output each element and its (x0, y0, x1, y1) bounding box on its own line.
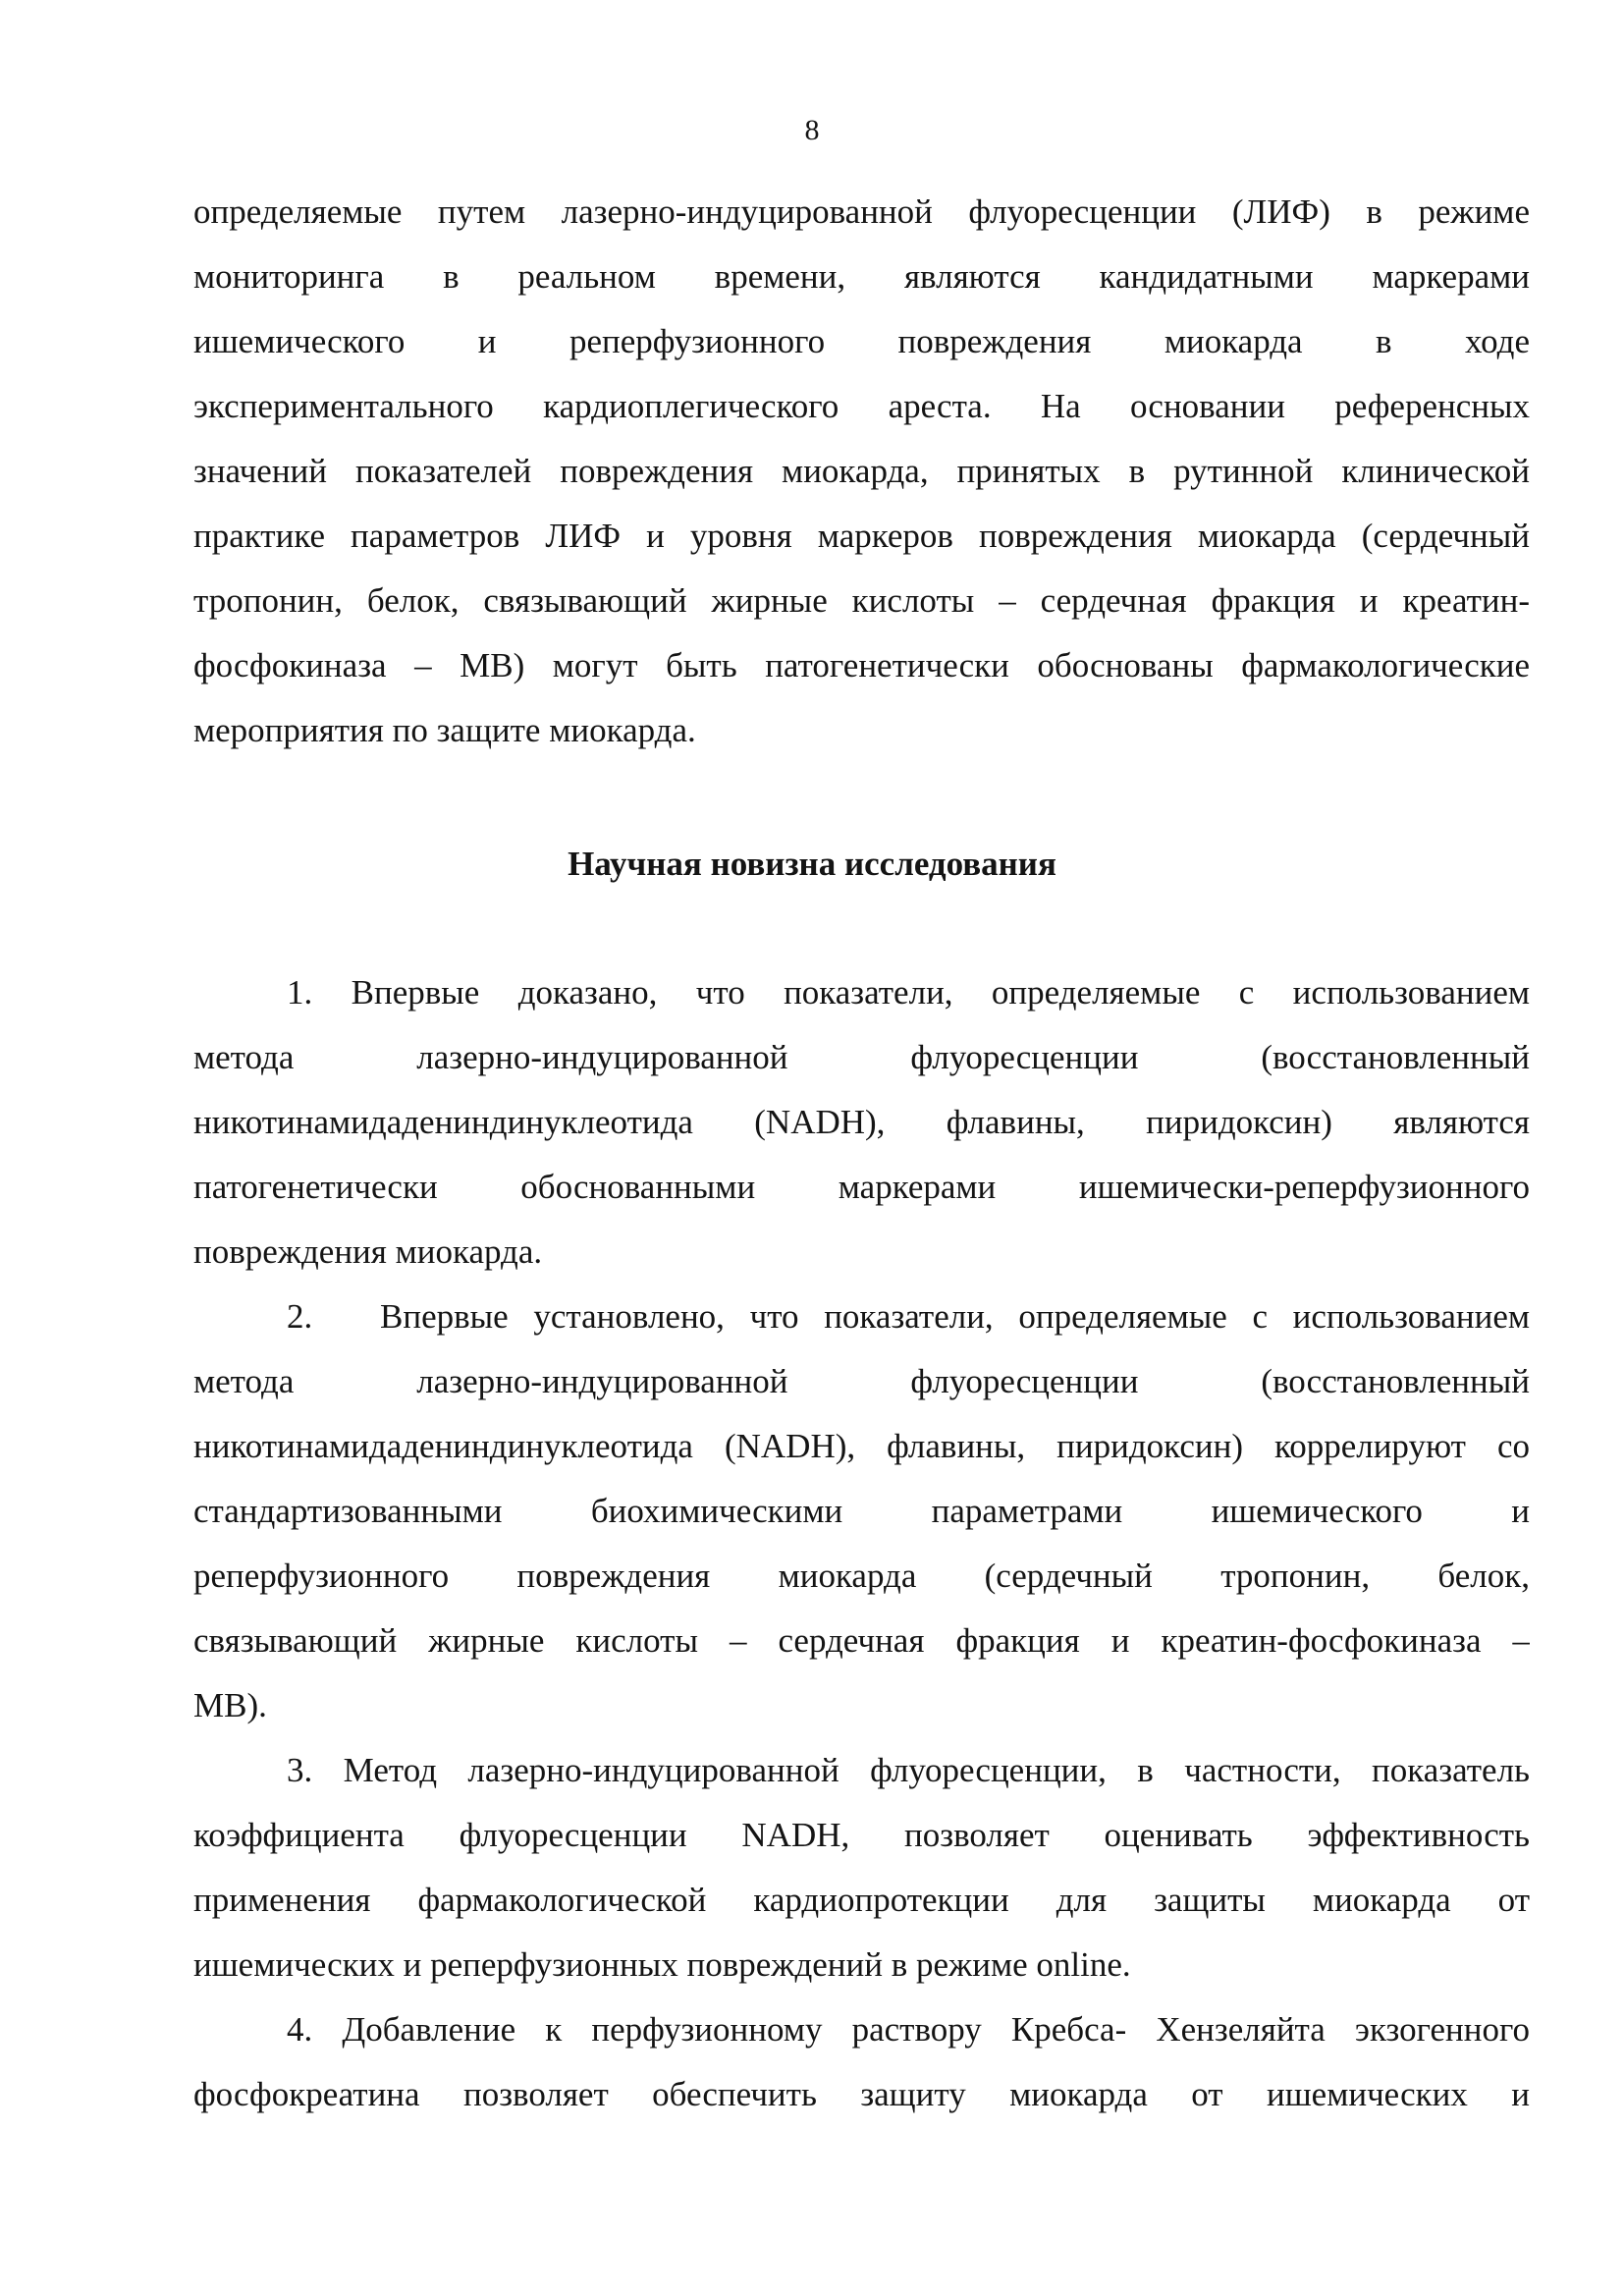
paragraph-line: метода лазерно-индуцированной флуоресценции (восстановленный (193, 1038, 1530, 1076)
item-number: 4. (287, 2010, 313, 2049)
paragraph-line: связывающий жирные кислоты – сердечная фракция и креатин-фосфокиназа – (193, 1621, 1530, 1660)
novelty-item-3 (193, 1738, 1530, 1997)
paragraph-first-line (193, 960, 1530, 1025)
paragraph-line: стандартизованными биохимическими параметрами ишемического и (193, 1492, 1530, 1530)
paragraph-line: никотинамидадениндинуклеотида (NADH), флавины, пиридоксин) являются (193, 1103, 1530, 1141)
novelty-item-1 (193, 960, 1530, 1285)
paragraph-line: патогенетически обоснованными маркерами ишемически-реперфузионного (193, 1168, 1530, 1206)
paragraph-line: фосфокиназа – MB) могут быть патогенетически обоснованы фармакологические (193, 646, 1530, 684)
novelty-item-2 (193, 1285, 1530, 1738)
paragraph-line: тропонин, белок, связывающий жирные кислоты – сердечная фракция и креатин- (193, 581, 1530, 620)
paragraph-first-line (193, 1285, 1530, 1349)
item-first-text: Метод лазерно-индуцированной флуоресценции, в частности, показатель (343, 1751, 1530, 1789)
novelty-item-4 (193, 1997, 1530, 2127)
paragraph-line: практике параметров ЛИФ и уровня маркеров повреждения миокарда (сердечный (193, 517, 1530, 555)
item-first-text: Добавление к перфузионному раствору Кребса- Хензеляйта экзогенного (342, 2010, 1530, 2049)
paragraph-line: повреждения миокарда. (193, 1232, 543, 1271)
paragraph-line: метода лазерно-индуцированной флуоресценции (восстановленный (193, 1362, 1530, 1400)
paragraph-line: MB). (193, 1686, 267, 1724)
item-number: 3. (287, 1751, 313, 1789)
paragraph-first-line (193, 1997, 1530, 2062)
paragraph-line: коэффициента флуоресценции NADH, позволяет оценивать эффективность (193, 1816, 1530, 1854)
paragraph-line: применения фармакологической кардиопротекции для защиты миокарда от (193, 1881, 1530, 1919)
paragraph-line: ишемического и реперфузионного повреждения миокарда в ходе (193, 322, 1530, 360)
paragraph-line: реперфузионного повреждения миокарда (сердечный тропонин, белок, (193, 1557, 1530, 1595)
item-number: 1. (287, 973, 313, 1011)
paragraph-line: фосфокреатина позволяет обеспечить защиту миокарда от ишемических и (193, 2075, 1530, 2113)
section-heading: Научная новизна исследования (568, 845, 1056, 883)
paragraph-first-line (193, 1738, 1530, 1803)
paragraph-line: никотинамидадениндинуклеотида (NADH), флавины, пиридоксин) коррелируют со (193, 1427, 1530, 1465)
paragraph-line: мониторинга в реальном времени, являются кандидатными маркерами (193, 257, 1530, 296)
item-number: 2. (287, 1297, 313, 1336)
page-number: 8 (804, 114, 820, 146)
intro-paragraph (193, 180, 1530, 763)
paragraph-line: определяемые путем лазерно-индуцированной флуоресценции (ЛИФ) в режиме (193, 192, 1530, 231)
item-first-text: Впервые доказано, что показатели, определяемые с использованием (351, 973, 1530, 1011)
paragraph-line: ишемических и реперфузионных повреждений в режиме online. (193, 1945, 1131, 1984)
paragraph-line: экспериментального кардиоплегического ареста. На основании референсных (193, 387, 1530, 425)
paragraph-line: значений показателей повреждения миокарда, принятых в рутинной клинической (193, 452, 1530, 490)
paragraph-line: мероприятия по защите миокарда. (193, 711, 696, 749)
item-first-text: Впервые установлено, что показатели, определяемые с использованием (380, 1297, 1530, 1336)
